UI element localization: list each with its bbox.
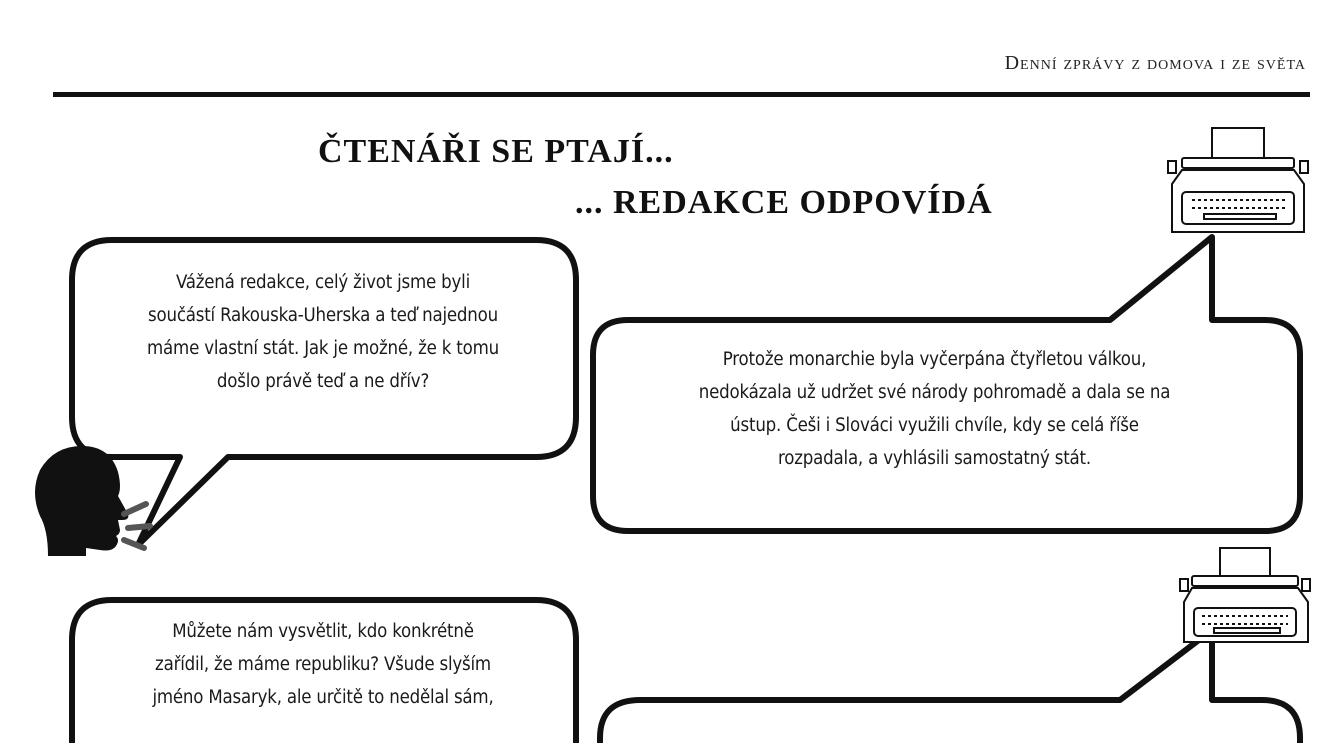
text-line: Můžete nám vysvětlit, kdo konkrétně [172,621,474,642]
text-line: jméno Masaryk, ale určitě to nedělal sám, [152,687,494,708]
text-line: součástí Rakouska-Uherska a teď najednou [148,305,498,326]
speaking-head-icon [35,446,150,556]
headline-line-1: ČTENÁŘI SE PTAJÍ... [318,133,674,170]
reader-question-text [80,266,566,398]
typewriter-icon [1180,548,1310,642]
editor-answer-text [612,343,1257,475]
text-line: zařídil, že máme republiku? Všude slyším [155,654,491,675]
headline-line-2: ... REDAKCE ODPOVÍDÁ [575,184,993,221]
text-line: nedokázala už udržet své národy pohromadě a dala se na [698,382,1171,403]
text-line: máme vlastní stát. Jak je možné, že k tomu [147,338,499,359]
text-line: Vážená redakce, celý život jsme byli [175,272,471,293]
text-line: rozpadala, a vyhlásili samostatný stát. [778,448,1091,469]
text-line: došlo právě teď a ne dřív? [216,371,430,392]
reader-question-text-2 [80,615,566,714]
text-line: Protože monarchie byla vyčerpána čtyřletou válkou, [722,349,1147,370]
editor-answer-bubble-2 [600,630,1300,743]
text-line: ústup. Češi i Slováci využili chvíle, kdy se celá říše [730,415,1139,436]
page-header-title: Denní zprávy z domova i ze světa [1004,52,1306,74]
typewriter-icon [1168,128,1308,232]
